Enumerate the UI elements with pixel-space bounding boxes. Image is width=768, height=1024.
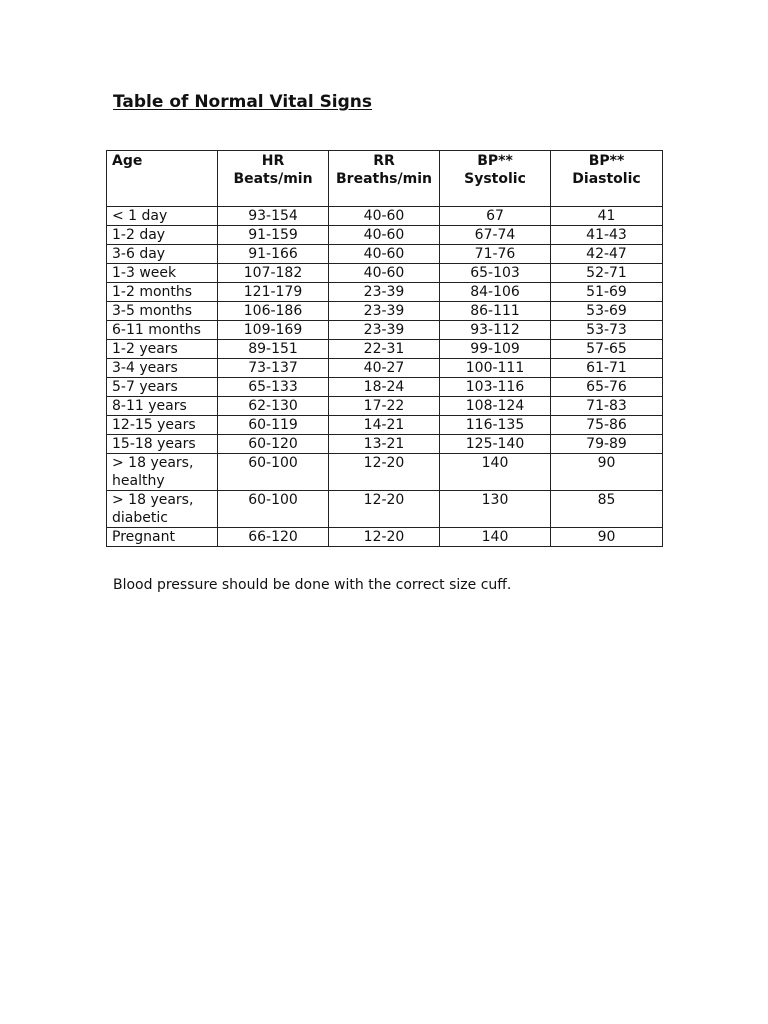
- cell-bp-diastolic: 71-83: [551, 397, 663, 416]
- cell-respiratory-rate: 13-21: [329, 435, 440, 454]
- cell-respiratory-rate: 22-31: [329, 340, 440, 359]
- cell-respiratory-rate: 23-39: [329, 283, 440, 302]
- vital-signs-table: [106, 150, 663, 547]
- cell-heart-rate: 60-100: [218, 491, 329, 528]
- table-row: [107, 207, 663, 226]
- cell-age: 5-7 years: [107, 378, 218, 397]
- cell-age: > 18 years, diabetic: [107, 491, 218, 528]
- cell-bp-diastolic: 65-76: [551, 378, 663, 397]
- cell-bp-diastolic: 42-47: [551, 245, 663, 264]
- header-rr-label: RR: [373, 153, 395, 169]
- cell-respiratory-rate: 18-24: [329, 378, 440, 397]
- cell-heart-rate: 66-120: [218, 528, 329, 547]
- table-row: [107, 321, 663, 340]
- cell-respiratory-rate: 12-20: [329, 528, 440, 547]
- cell-respiratory-rate: 23-39: [329, 321, 440, 340]
- table-header-row: [107, 151, 663, 207]
- cell-age: 3-6 day: [107, 245, 218, 264]
- cell-heart-rate: 60-100: [218, 454, 329, 491]
- cell-bp-diastolic: 53-69: [551, 302, 663, 321]
- cell-respiratory-rate: 12-20: [329, 491, 440, 528]
- cell-heart-rate: 121-179: [218, 283, 329, 302]
- header-dia-label: BP**: [588, 153, 625, 169]
- cell-bp-diastolic: 41: [551, 207, 663, 226]
- table-row: [107, 302, 663, 321]
- cell-heart-rate: 93-154: [218, 207, 329, 226]
- cell-bp-diastolic: 41-43: [551, 226, 663, 245]
- cell-bp-diastolic: 75-86: [551, 416, 663, 435]
- cell-age: > 18 years, healthy: [107, 454, 218, 491]
- cell-bp-systolic: 84-106: [440, 283, 551, 302]
- cell-respiratory-rate: 17-22: [329, 397, 440, 416]
- cell-respiratory-rate: 40-60: [329, 207, 440, 226]
- cell-heart-rate: 109-169: [218, 321, 329, 340]
- cell-bp-systolic: 100-111: [440, 359, 551, 378]
- header-hr-label: HR: [261, 153, 285, 169]
- table-row: [107, 416, 663, 435]
- cell-bp-systolic: 103-116: [440, 378, 551, 397]
- cell-bp-systolic: 130: [440, 491, 551, 528]
- cell-bp-systolic: 93-112: [440, 321, 551, 340]
- cell-heart-rate: 65-133: [218, 378, 329, 397]
- cell-heart-rate: 106-186: [218, 302, 329, 321]
- cell-bp-diastolic: 90: [551, 454, 663, 491]
- table-row: [107, 226, 663, 245]
- cell-age: 6-11 months: [107, 321, 218, 340]
- cell-age: 1-2 months: [107, 283, 218, 302]
- cell-respiratory-rate: 12-20: [329, 454, 440, 491]
- table-row: [107, 245, 663, 264]
- cell-heart-rate: 73-137: [218, 359, 329, 378]
- cell-bp-systolic: 71-76: [440, 245, 551, 264]
- cell-bp-systolic: 108-124: [440, 397, 551, 416]
- cell-bp-systolic: 67: [440, 207, 551, 226]
- table-row: [107, 528, 663, 547]
- cell-bp-diastolic: 52-71: [551, 264, 663, 283]
- table-row: [107, 359, 663, 378]
- cell-bp-diastolic: 61-71: [551, 359, 663, 378]
- cell-heart-rate: 62-130: [218, 397, 329, 416]
- header-bp-systolic: [440, 151, 551, 207]
- header-sys-unit: Systolic: [464, 171, 526, 187]
- table-row: [107, 397, 663, 416]
- cell-bp-systolic: 116-135: [440, 416, 551, 435]
- cell-respiratory-rate: 14-21: [329, 416, 440, 435]
- cell-bp-diastolic: 85: [551, 491, 663, 528]
- cell-bp-systolic: 140: [440, 454, 551, 491]
- cell-respiratory-rate: 40-27: [329, 359, 440, 378]
- cell-bp-diastolic: 53-73: [551, 321, 663, 340]
- cell-age: < 1 day: [107, 207, 218, 226]
- table-row: [107, 283, 663, 302]
- header-rr-unit: Breaths/min: [336, 171, 432, 187]
- table-row: [107, 435, 663, 454]
- table-row: [107, 264, 663, 283]
- cell-respiratory-rate: 40-60: [329, 245, 440, 264]
- cell-respiratory-rate: 40-60: [329, 264, 440, 283]
- cell-heart-rate: 91-166: [218, 245, 329, 264]
- cell-respiratory-rate: 23-39: [329, 302, 440, 321]
- cell-bp-systolic: 67-74: [440, 226, 551, 245]
- cell-age: 3-5 months: [107, 302, 218, 321]
- table-row: [107, 454, 663, 491]
- cell-heart-rate: 60-119: [218, 416, 329, 435]
- header-age-label: Age: [112, 153, 143, 169]
- cell-bp-diastolic: 57-65: [551, 340, 663, 359]
- cell-bp-systolic: 99-109: [440, 340, 551, 359]
- header-age: [107, 151, 218, 207]
- cell-bp-systolic: 125-140: [440, 435, 551, 454]
- header-hr-unit: Beats/min: [233, 171, 313, 187]
- cell-age: 1-3 week: [107, 264, 218, 283]
- cell-bp-diastolic: 51-69: [551, 283, 663, 302]
- cell-age: 12-15 years: [107, 416, 218, 435]
- cell-age: Pregnant: [107, 528, 218, 547]
- page-title: Table of Normal Vital Signs: [113, 92, 373, 112]
- table-row: [107, 491, 663, 528]
- cell-age: 1-2 years: [107, 340, 218, 359]
- cell-bp-diastolic: 90: [551, 528, 663, 547]
- cell-heart-rate: 60-120: [218, 435, 329, 454]
- cell-bp-systolic: 65-103: [440, 264, 551, 283]
- header-bp-diastolic: [551, 151, 663, 207]
- cell-age: 1-2 day: [107, 226, 218, 245]
- cell-age: 3-4 years: [107, 359, 218, 378]
- cell-age: 15-18 years: [107, 435, 218, 454]
- cell-heart-rate: 91-159: [218, 226, 329, 245]
- cell-bp-systolic: 86-111: [440, 302, 551, 321]
- table-body: [107, 207, 663, 547]
- header-respiratory-rate: [329, 151, 440, 207]
- header-dia-unit: Diastolic: [572, 171, 641, 187]
- table-row: [107, 378, 663, 397]
- cell-age: 8-11 years: [107, 397, 218, 416]
- cell-bp-diastolic: 79-89: [551, 435, 663, 454]
- cell-heart-rate: 89-151: [218, 340, 329, 359]
- footnote: Blood pressure should be done with the correct size cuff.: [113, 577, 512, 593]
- header-sys-label: BP**: [477, 153, 513, 169]
- cell-heart-rate: 107-182: [218, 264, 329, 283]
- cell-bp-systolic: 140: [440, 528, 551, 547]
- table-row: [107, 340, 663, 359]
- header-heart-rate: [218, 151, 329, 207]
- cell-respiratory-rate: 40-60: [329, 226, 440, 245]
